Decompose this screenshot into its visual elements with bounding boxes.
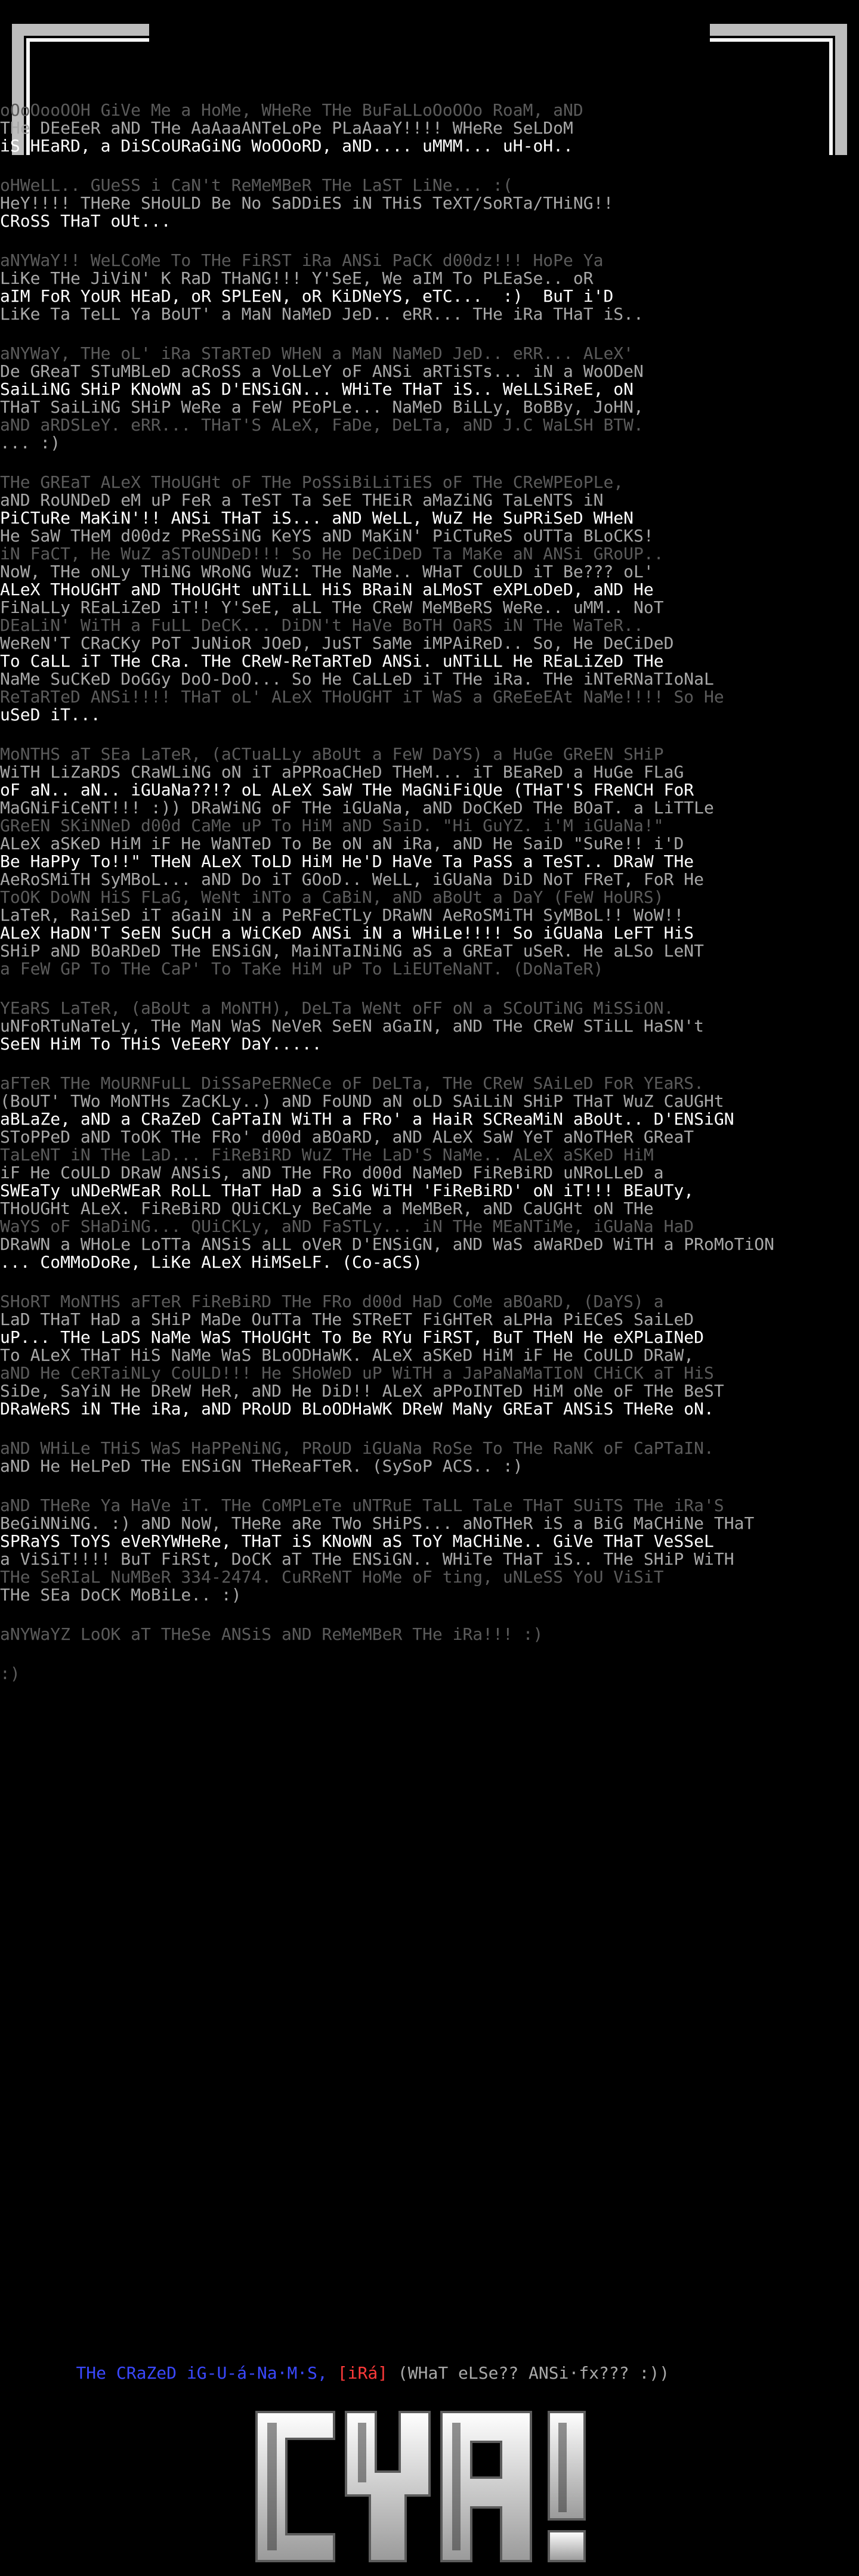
text-line: THe GREaT ALeX THoUGHt oF THe PoSSiBiLiTiES oF THe CReWPEoPLe, <box>0 472 624 492</box>
text-line: PiCTuRe MaKiN'!! ANSi THaT iS... aND WeLL, WuZ He SuPRiSeD WHeN <box>0 508 634 528</box>
text-line: ALeX HaDN'T SeEN SuCH a WiCKeD ANSi iN a WHiLe!!!! So iGUaNa LeFT HiS <box>0 923 694 943</box>
text-line: TaLeNT iN THe LaD... FiReBiRD WuZ THe LaD'S NaMe.. ALeX aSKeD HiM <box>0 1145 654 1165</box>
paragraph <box>0 1626 859 1643</box>
text-line: SaiLiNG SHiP KNoWN aS D'ENSiGN... WHiTe THaT iS.. WeLLSiReE, oN <box>0 379 634 399</box>
text-line: uP... THe LaDS NaMe WaS THoUGHt To Be RYu FiRST, BuT THeN He eXPLaINeD <box>0 1327 704 1347</box>
text-line: FiNaLLy REaLiZeD iT!! Y'SeE, aLL THe CReW MeMBeRS WeRe.. uMM.. NoT <box>0 597 664 617</box>
text-line: iN FaCT, He WuZ aSToUNDeD!!! So He DeCiDeD Ta MaKe aN ANSi GRoUP.. <box>0 544 664 564</box>
text-line: aND He CeRTaiNLy CoULD!!! He SHoWeD uP WiTH a JaPaNaMaTIoN CHiCK aT HiS <box>0 1363 714 1383</box>
text-line: aND THeRe Ya HaVe iT. THe CoMPLeTe uNTRuE TaLL TaLe THaT SUiTS THe iRa'S <box>0 1496 724 1515</box>
text-line: aNYWaYZ LoOK aT THeSe ANSiS aND ReMeMBeR THe iRa!!! :) <box>0 1624 543 1644</box>
text-line: a FeW GP To THe CaP' To TaKe HiM uP To LiEUTeNaNT. (DoNaTeR) <box>0 959 604 979</box>
text-line: MaGNiFiCeNT!!! :)) DRaWiNG oF THe iGUaNa, aND DoCKeD THe BOaT. a LiTTLe <box>0 798 714 818</box>
text-line: SPRaYS ToYS eVeRYWHeRe, THaT iS KNoWN aS ToY MaCHiNe.. GiVe THaT VeSSeL <box>0 1531 714 1551</box>
text-line: oOoOooOOH GiVe Me a HoMe, WHeRe THe BuFaLLoOoOOo RoaM, aND <box>0 100 583 120</box>
text-line: DRaWeRS iN THe iRa, aND PRoUD BLoODHaWK DReW MaNy GREaT ANSiS THeRe oN. <box>0 1399 714 1419</box>
text-line: GReEN SKiNNeD d00d CaMe uP To HiM aND SaiD. "Hi GuYZ. i'M iGUaNa!" <box>0 816 664 835</box>
cya-logo <box>251 2406 608 2567</box>
paragraph <box>0 1439 859 1475</box>
text-line: DEaLiN' WiTH a FuLL DeCK... DiDN't HaVe BoTH OaRS iN THe WaTeR.. <box>0 615 644 635</box>
paragraph <box>0 1665 859 1683</box>
text-line: ... :) <box>0 433 61 453</box>
text-line: WeReN'T CRaCKy PoT JuNioR JOeD, JuST SaMe iMPAiReD.. So, He DeCiDeD <box>0 633 674 653</box>
text-line: THe SeRIaL NuMBeR 334-2474. CuRReNT HoMe oF ting, uNLeSS YoU ViSiT <box>0 1567 664 1587</box>
text-line: ALeX aSKeD HiM iF He WaNTeD To Be oN aN iRa, aND He SaiD "SuRe!! i'D <box>0 834 684 853</box>
text-line: NaMe SuCKeD DoGGy DoO-DoO... So He CaLLeD iT THe iRa. THe iNTeRNaTIoNaL <box>0 669 714 689</box>
text-line: uSeD iT... <box>0 705 101 724</box>
text-line: DRaWN a WHoLe LoTTa ANSiS aLL oVeR D'ENSiGN, aND WaS aWaRDeD WiTH a PRoMoTiON <box>0 1234 775 1254</box>
text-line: NoW, THe oNLy THiNG WRoNG WuZ: THe NaMe.. WHaT CoULD iT Be??? oL' <box>0 562 654 581</box>
paragraph <box>0 1497 859 1604</box>
paragraph <box>0 345 859 452</box>
text-line: (BoUT' TWo MoNTHs ZaCKLy..) aND FoUND aN oLD SAiLiN SHiP THaT WuZ CaUGHt <box>0 1091 724 1111</box>
text-line: aNYWaY!! WeLCoMe To THe FiRST iRa ANSi PaCK d00dz!!! HoPe Ya <box>0 250 604 270</box>
text-line: THaT SaiLiNG SHiP WeRe a FeW PEoPLe... NaMeD BiLLy, BoBBy, JoHN, <box>0 397 644 417</box>
text-line: AeRoSMiTH SyMBoL... aND Do iT GOoD.. WeLL, iGUaNa DiD NoT FReT, FoR He <box>0 869 704 889</box>
text-line: aND He HeLPeD THe ENSiGN THeReaFTeR. (SySoP ACS.. :) <box>0 1456 523 1476</box>
text-line: To ALeX THaT HiS NaMe WaS BLoODHaWK. ALeX aSKeD HiM iF He CoULD DRaW, <box>0 1345 694 1365</box>
text-line: oF aN.. aN.. iGUaNa??!? oL ALeX SaW THe MaGNiFiQUe (THaT'S FReNCH FoR <box>0 780 694 800</box>
text-line: MoNTHS aT SEa LaTeR, (aCTuaLLy aBoUt a FeW DaYS) a HuGe GReEN SHiP <box>0 744 664 764</box>
text-line: aND RoUNDeD eM uP FeR a TeST Ta SeE THEiR aMaZiNG TaLeNTS iN <box>0 490 604 510</box>
text-line: iF He CoULD DRaW ANSiS, aND THe FRo d00d NaMeD FiReBiRD uNRoLLeD a <box>0 1163 664 1182</box>
text-line: SToPPeD aND ToOK THe FRo' d00d aBOaRD, aND ALeX SaW YeT aNoTHeR GReaT <box>0 1127 694 1147</box>
text-line: ToOK DoWN HiS FLaG, WeNt iNTo a CaBiN, aND aBoUt a DaY (FeW HoURS) <box>0 887 664 907</box>
text-line: :) <box>0 1664 20 1683</box>
signature-tagline: (WHaT eLSe?? ANSi·fx??? :)) <box>397 2363 670 2383</box>
text-line: LaTeR, RaiSeD iT aGaiN iN a PeRFeCTLy DRaWN AeRoSMiTH SyMBoL!! WoW!! <box>0 905 684 925</box>
signature-group: [iRá] <box>337 2363 388 2383</box>
text-line: ALeX THoUGHT aND THoUGHt uNTiLL HiS BRaiN aLMoST eXPLoDeD, aND He <box>0 580 654 599</box>
text-line: LaD THaT HaD a SHiP MaDe OuTTa THe STReET FiGHTeR aLPHa PiECeS SaiLeD <box>0 1309 694 1329</box>
text-line: aND aRDSLeY. eRR... THaT'S ALeX, FaDe, DeLTa, aND J.C WaLSH BTW. <box>0 415 644 435</box>
text-line: aIM FoR YoUR HEaD, oR SPLEeN, oR KiDNeYS, eTC... :) BuT i'D <box>0 286 614 306</box>
paragraph <box>0 1075 859 1271</box>
text-line: aBLaZe, aND a CRaZeD CaPTaIN WiTH a FRo' a HaiR SCReaMiN aBoUt.. D'ENSiGN <box>0 1109 734 1129</box>
paragraph <box>0 252 859 323</box>
text-line: WaYS oF SHaDiNG... QUiCKLy, aND FaSTLy... iN THe MEaNTiMe, iGUaNa HaD <box>0 1216 694 1236</box>
text-line: SiDe, SaYiN He DReW HeR, aND He DiD!! ALeX aPPoINTeD HiM oNe oF THe BeST <box>0 1381 724 1401</box>
paragraph <box>0 473 859 724</box>
text-line: oHWeLL.. GUeSS i CaN't ReMeMBeR THe LaST LiNe... :( <box>0 175 513 195</box>
signature-name: THe CRaZeD iG-U-á-N <box>76 2363 267 2383</box>
text-line: SeEN HiM To THiS VeEeRY DaY..... <box>0 1034 322 1054</box>
text-line: THe SEa DoCK MoBiLe.. :) <box>0 1585 242 1605</box>
text-line: uNFoRTuNaTeLy, THe MaN WaS NeVeR SeEN aGaIN, aND THe CReW STiLL HaSN't <box>0 1016 704 1036</box>
text-line: WiTH LiZaRDS CRaWLiNG oN iT aPPRoaCHeD THeM... iT BEaReD a HuGe FLaG <box>0 762 684 782</box>
text-line: THe DEeEeR aND THe AaAaaANTeLoPe PLaAaaY!!!! WHeRe SeLDoM <box>0 118 573 138</box>
text-line: ... CoMMoDoRe, LiKe ALeX HiMSeLF. (Co-aCS) <box>0 1252 423 1272</box>
text-line: He SaW THeM d00dz PReSSiNG KeYS aND MaKiN' PiCTuReS oUTTa BLoCKS! <box>0 526 654 546</box>
paragraph <box>0 1293 859 1418</box>
paragraph <box>0 177 859 230</box>
text-line: CRoSS THaT oUt... <box>0 211 171 231</box>
signature-name-2: a·M·S, <box>267 2363 327 2383</box>
paragraph <box>0 745 859 978</box>
text-line: ReTaRTeD ANSi!!!! THaT oL' ALeX THoUGHT iT WaS a GReEeEAt NaMe!!!! So He <box>0 687 724 707</box>
text-line: SHiP aND BOaRDeD THe ENSiGN, MaiNTaINiNG aS a GREaT uSeR. He aLSo LeNT <box>0 941 704 961</box>
text-line: SHoRT MoNTHS aFTeR FiReBiRD THe FRo d00d HaD CoMe aBOaRD, (DaYS) a <box>0 1292 664 1311</box>
paragraph <box>0 101 859 155</box>
text-line: THoUGHt ALeX. FiReBiRD QUiCKLy BeCaMe a MeMBeR, aND CaUGHt oN THe <box>0 1199 654 1218</box>
text-line: a ViSiT!!!! BuT FiRSt, DoCK aT THe ENSiGN.. WHiTe THaT iS.. THe SHiP WiTH <box>0 1549 734 1569</box>
text-line: HeY!!!! THeRe SHoULD Be No SaDDiES iN THiS TeXT/SoRTa/THiNG!! <box>0 193 614 213</box>
text-line: aNYWaY, THe oL' iRa STaRTeD WHeN a MaN NaMeD JeD.. eRR... ALeX' <box>0 343 634 363</box>
text-line: LiKe THe JiViN' K RaD THaNG!!! Y'SeE, We aIM To PLEaSe.. oR <box>0 268 594 288</box>
text-line: LiKe Ta TeLL Ya BoUT' a MaN NaMeD JeD.. eRR... THe iRa THaT iS.. <box>0 304 644 324</box>
paragraph <box>0 999 859 1053</box>
text-line: iS HEaRD, a DiSCoURaGiNG WoOOoRD, aND.... uMMM... uH-oH.. <box>0 136 573 156</box>
text-line: SWEaTy uNDeRWEaR RoLL THaT HaD a SiG WiTH 'FiReBiRD' oN iT!!! BEaUTy, <box>0 1181 694 1200</box>
text-line: YEaRS LaTeR, (aBoUt a MoNTH), DeLTa WeNt oFF oN a SCoUTiNG MiSSiON. <box>0 998 674 1018</box>
text-line: aFTeR THe MoURNFuLL DiSSaPeERNeCe oF DeLTa, THe CReW SAiLeD FoR YEaRS. <box>0 1073 704 1093</box>
story-text <box>0 101 859 1704</box>
signature-line <box>36 2346 669 2400</box>
text-line: aND WHiLe THiS WaS HaPPeNiNG, PRoUD iGUaNa RoSe To THe RaNK oF CaPTaIN. <box>0 1438 714 1458</box>
text-line: Be HaPPy To!!" THeN ALeX ToLD HiM He'D HaVe Ta PaSS a TeST.. DRaW THe <box>0 852 694 871</box>
text-line: BeGiNNiNG. :) aND NoW, THeRe aRe TWo SHiPS... aNoTHeR iS a BiG MaCHiNe THaT <box>0 1513 755 1533</box>
text-line: To CaLL iT THe CRa. THe CReW-ReTaRTeD ANSi. uNTiLL He REaLiZeD THe <box>0 651 664 671</box>
text-line: De GReaT STuMBLeD aCRoSS a VoLLeY oF ANSi aRTiSTs... iN a WoODeN <box>0 361 644 381</box>
